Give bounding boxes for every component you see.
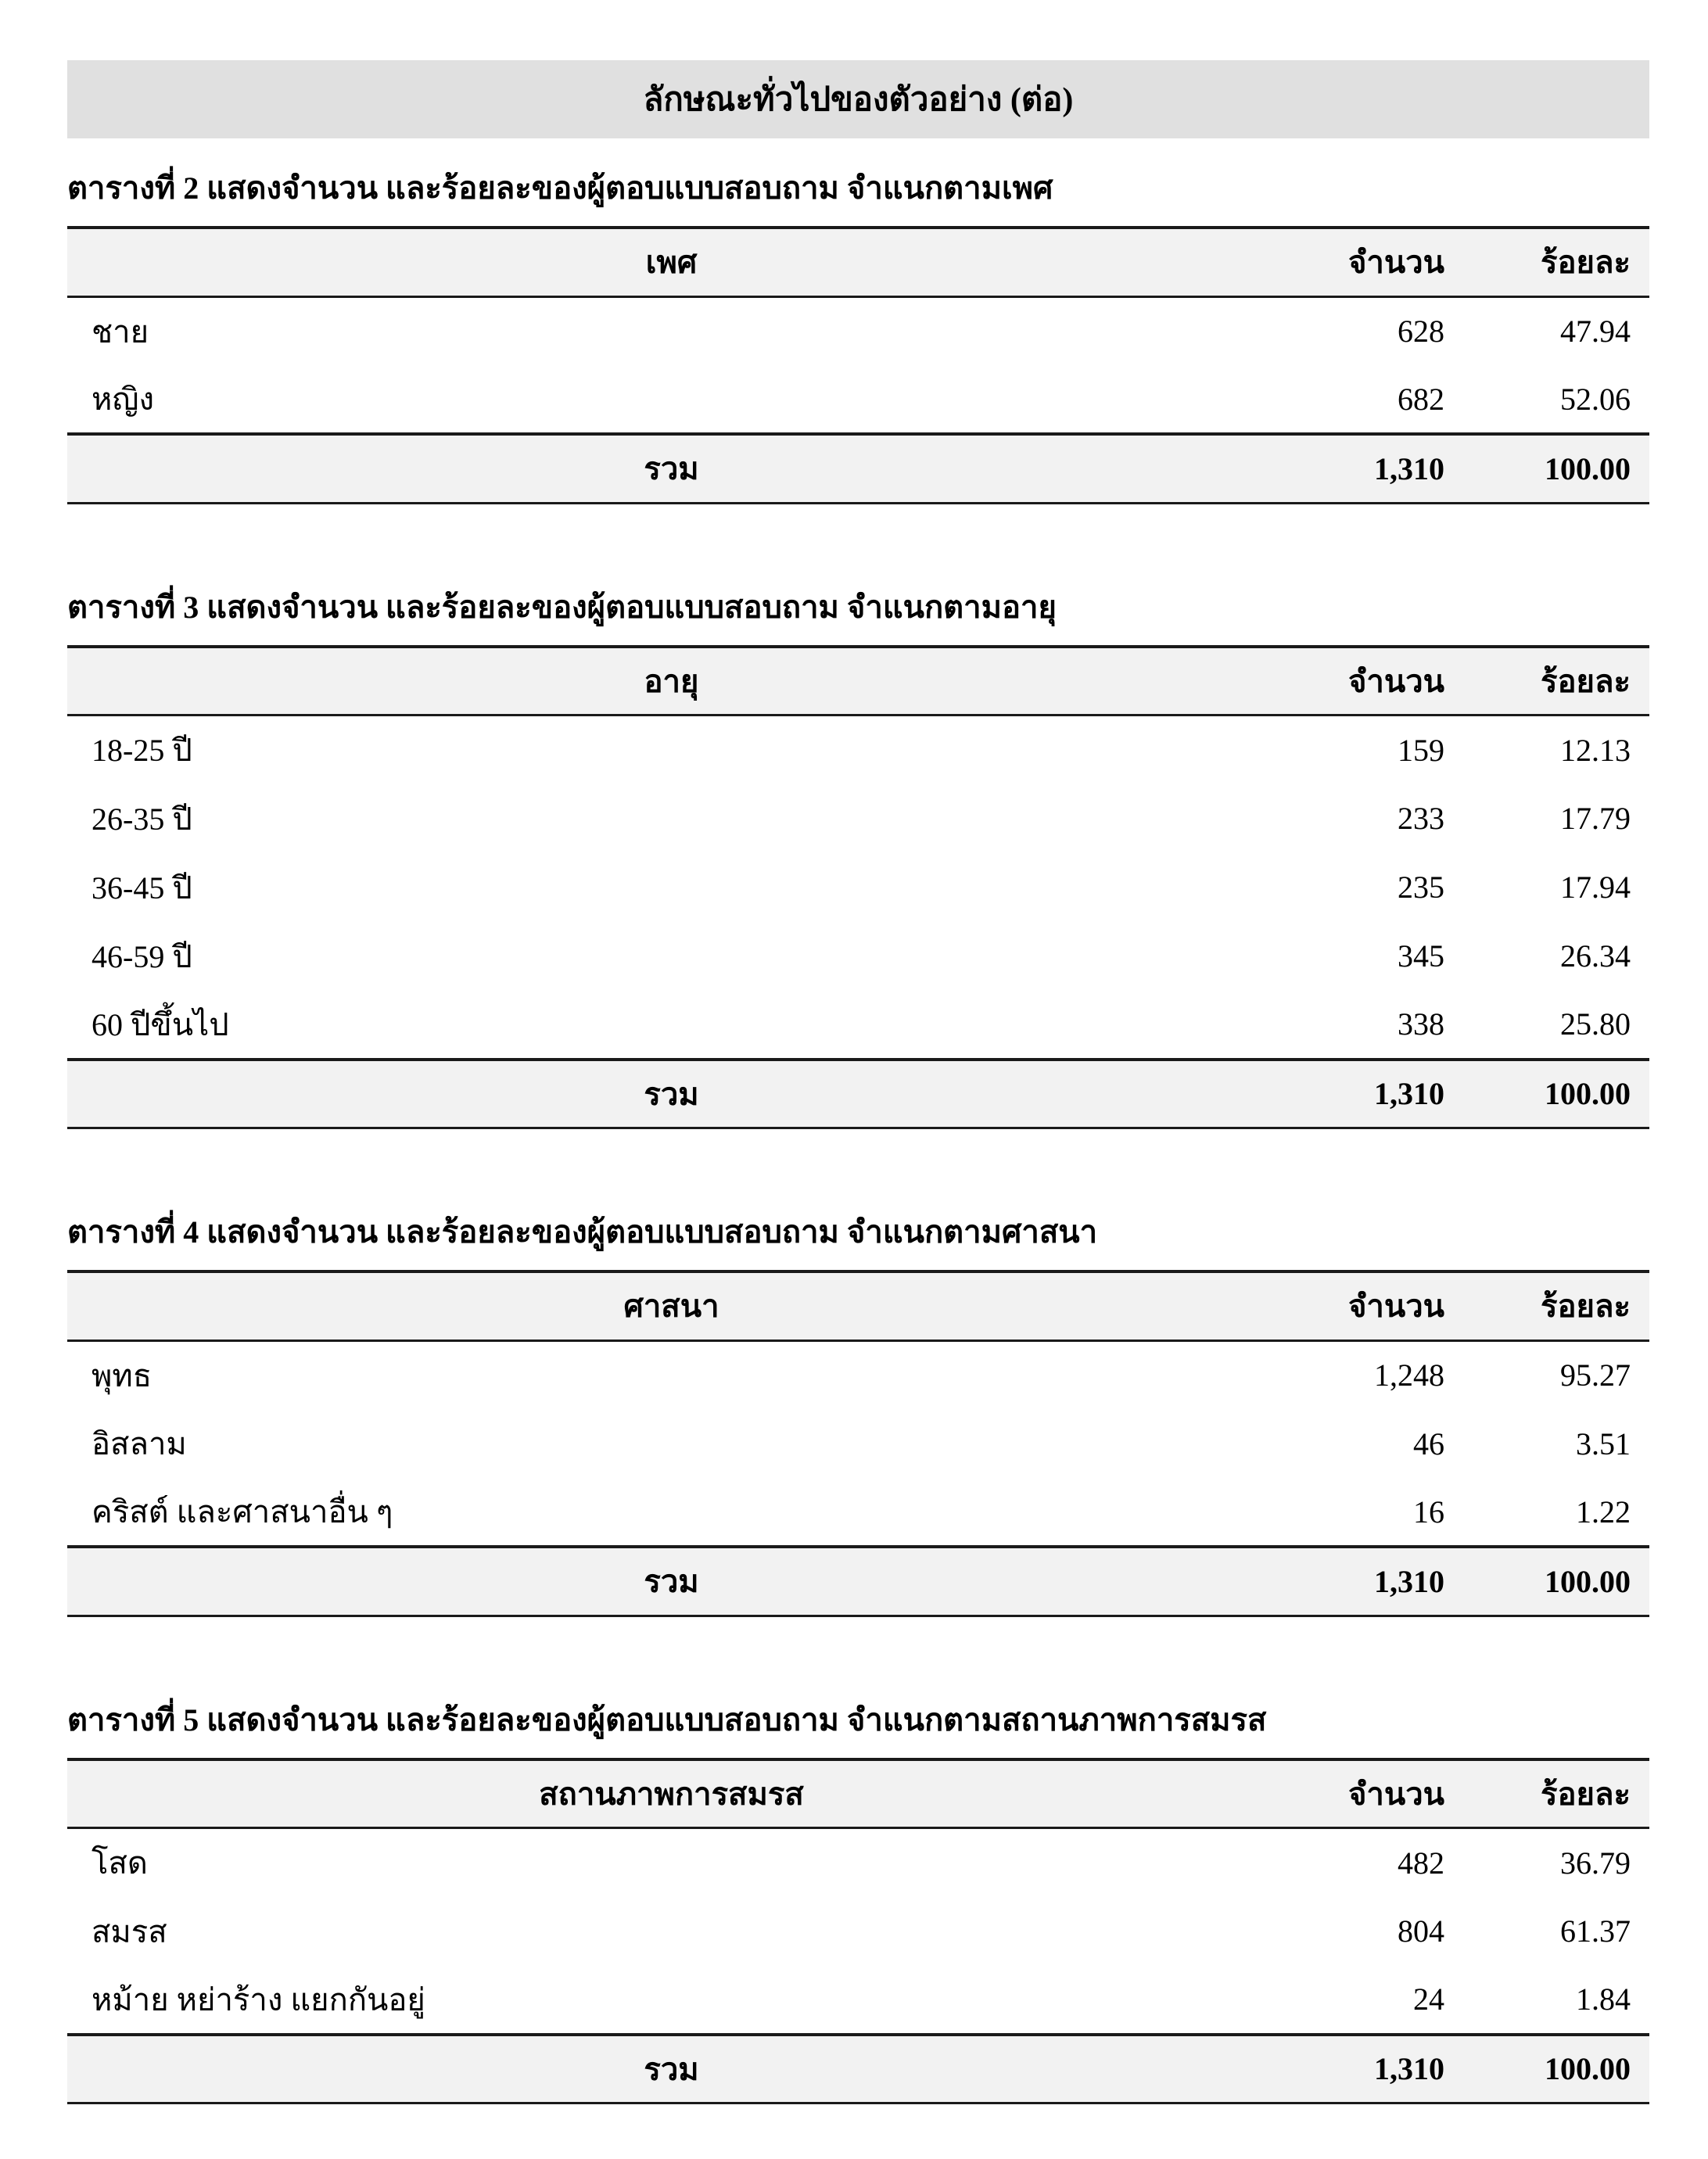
row-category-label: คริสต์ และศาสนาอื่น ๆ bbox=[92, 1494, 393, 1530]
total-percent: 100.00 bbox=[1545, 450, 1631, 486]
total-percent: 100.00 bbox=[1545, 2051, 1631, 2087]
col-header-percent: ร้อยละ bbox=[1541, 1289, 1631, 1325]
row-category-label: 46-59 ปี bbox=[92, 938, 192, 974]
table-header-row bbox=[67, 1271, 1649, 1340]
table-row bbox=[67, 1478, 1649, 1547]
row-count-value: 46 bbox=[1413, 1426, 1444, 1461]
row-count-value: 16 bbox=[1413, 1494, 1444, 1530]
row-percent-value: 17.94 bbox=[1560, 870, 1631, 905]
total-count: 1,310 bbox=[1374, 2051, 1444, 2087]
total-count: 1,310 bbox=[1374, 450, 1444, 486]
row-percent-value: 1.22 bbox=[1576, 1494, 1631, 1530]
col-header-category: สถานภาพการสมรส bbox=[539, 1776, 804, 1812]
col-header-count: จำนวน bbox=[1347, 1289, 1444, 1325]
row-percent-value: 25.80 bbox=[1560, 1006, 1631, 1042]
total-row bbox=[67, 434, 1649, 503]
row-count-value: 235 bbox=[1398, 870, 1444, 905]
col-header-category: เพศ bbox=[645, 245, 698, 281]
row-category-label: 18-25 ปี bbox=[92, 733, 192, 769]
row-category-label: หม้าย หย่าร้าง แยกกันอยู่ bbox=[92, 1981, 425, 2017]
row-percent-value: 3.51 bbox=[1576, 1426, 1631, 1461]
row-count-value: 24 bbox=[1413, 1981, 1444, 2017]
table-body bbox=[67, 1340, 1649, 1547]
row-category-label: อิสลาม bbox=[92, 1426, 187, 1461]
table-row bbox=[67, 296, 1649, 365]
table-row bbox=[67, 991, 1649, 1060]
row-category-label: 36-45 ปี bbox=[92, 870, 192, 906]
row-category-label: โสด bbox=[92, 1845, 148, 1881]
table-section bbox=[67, 167, 1649, 504]
row-category-label: 26-35 ปี bbox=[92, 801, 192, 837]
row-count-value: 628 bbox=[1398, 314, 1444, 350]
total-percent: 100.00 bbox=[1545, 1563, 1631, 1599]
total-label: รวม bbox=[644, 451, 699, 487]
data-table bbox=[67, 645, 1649, 1130]
row-category-label: ชาย bbox=[92, 314, 149, 350]
col-header-percent: ร้อยละ bbox=[1541, 663, 1631, 699]
table-header-row bbox=[67, 647, 1649, 715]
table-row bbox=[67, 1966, 1649, 2035]
table-body bbox=[67, 715, 1649, 1060]
row-percent-value: 36.79 bbox=[1560, 1845, 1631, 1881]
table-section bbox=[67, 1210, 1649, 1617]
row-percent-value: 17.79 bbox=[1560, 801, 1631, 836]
table-row bbox=[67, 1409, 1649, 1478]
page-title: ลักษณะทั่วไปของตัวอย่าง (ต่อ) bbox=[643, 82, 1074, 118]
table-section bbox=[67, 586, 1649, 1130]
row-category-label: 60 ปีขึ้นไป bbox=[92, 1006, 229, 1042]
total-count: 1,310 bbox=[1374, 1563, 1444, 1599]
row-percent-value: 52.06 bbox=[1560, 381, 1631, 417]
table-caption: ตารางที่ 4 แสดงจำนวน และร้อยละของผู้ตอบแบบสอบถาม จำแนกตามศาสนา bbox=[67, 1214, 1098, 1250]
row-percent-value: 1.84 bbox=[1576, 1981, 1631, 2017]
table-row bbox=[67, 1828, 1649, 1897]
total-percent: 100.00 bbox=[1545, 1076, 1631, 1112]
col-header-category: ศาสนา bbox=[623, 1289, 719, 1325]
data-table bbox=[67, 226, 1649, 504]
table-caption: ตารางที่ 2 แสดงจำนวน และร้อยละของผู้ตอบแบบสอบถาม จำแนกตามเพศ bbox=[67, 170, 1053, 206]
row-count-value: 1,248 bbox=[1374, 1357, 1444, 1393]
table-body bbox=[67, 296, 1649, 434]
row-category-label: พุทธ bbox=[92, 1357, 152, 1393]
row-count-value: 682 bbox=[1398, 381, 1444, 417]
col-header-category: อายุ bbox=[644, 663, 699, 699]
table-body bbox=[67, 1828, 1649, 2035]
table-row bbox=[67, 1340, 1649, 1409]
row-percent-value: 61.37 bbox=[1560, 1913, 1631, 1949]
row-count-value: 482 bbox=[1398, 1845, 1444, 1881]
data-table bbox=[67, 1758, 1649, 2105]
table-section bbox=[67, 1698, 1649, 2105]
data-table bbox=[67, 1270, 1649, 1617]
total-row bbox=[67, 1060, 1649, 1128]
row-count-value: 338 bbox=[1398, 1006, 1444, 1042]
total-label: รวม bbox=[644, 1076, 699, 1112]
row-count-value: 233 bbox=[1398, 801, 1444, 836]
col-header-percent: ร้อยละ bbox=[1541, 1776, 1631, 1812]
col-header-percent: ร้อยละ bbox=[1541, 245, 1631, 281]
row-count-value: 804 bbox=[1398, 1913, 1444, 1949]
total-row bbox=[67, 1547, 1649, 1616]
row-percent-value: 95.27 bbox=[1560, 1357, 1631, 1393]
row-count-value: 345 bbox=[1398, 938, 1444, 974]
table-row bbox=[67, 1897, 1649, 1966]
table-row bbox=[67, 853, 1649, 922]
table-caption: ตารางที่ 5 แสดงจำนวน และร้อยละของผู้ตอบแบบสอบถาม จำแนกตามสถานภาพการสมรส bbox=[67, 1702, 1267, 1738]
tables-container bbox=[67, 167, 1649, 2104]
table-row bbox=[67, 784, 1649, 853]
total-count: 1,310 bbox=[1374, 1076, 1444, 1112]
col-header-count: จำนวน bbox=[1347, 245, 1444, 281]
row-count-value: 159 bbox=[1398, 732, 1444, 768]
row-category-label: สมรส bbox=[92, 1913, 167, 1949]
page-header-bar bbox=[67, 60, 1649, 138]
table-header-row bbox=[67, 1759, 1649, 1828]
col-header-count: จำนวน bbox=[1347, 1776, 1444, 1812]
row-percent-value: 12.13 bbox=[1560, 732, 1631, 768]
row-percent-value: 26.34 bbox=[1560, 938, 1631, 974]
table-caption: ตารางที่ 3 แสดงจำนวน และร้อยละของผู้ตอบแบบสอบถาม จำแนกตามอายุ bbox=[67, 589, 1057, 625]
total-label: รวม bbox=[644, 2051, 699, 2087]
table-row bbox=[67, 365, 1649, 434]
col-header-count: จำนวน bbox=[1347, 663, 1444, 699]
row-percent-value: 47.94 bbox=[1560, 314, 1631, 350]
total-label: รวม bbox=[644, 1564, 699, 1600]
table-row bbox=[67, 715, 1649, 784]
table-header-row bbox=[67, 228, 1649, 296]
row-category-label: หญิง bbox=[92, 382, 154, 417]
total-row bbox=[67, 2035, 1649, 2103]
table-row bbox=[67, 922, 1649, 991]
